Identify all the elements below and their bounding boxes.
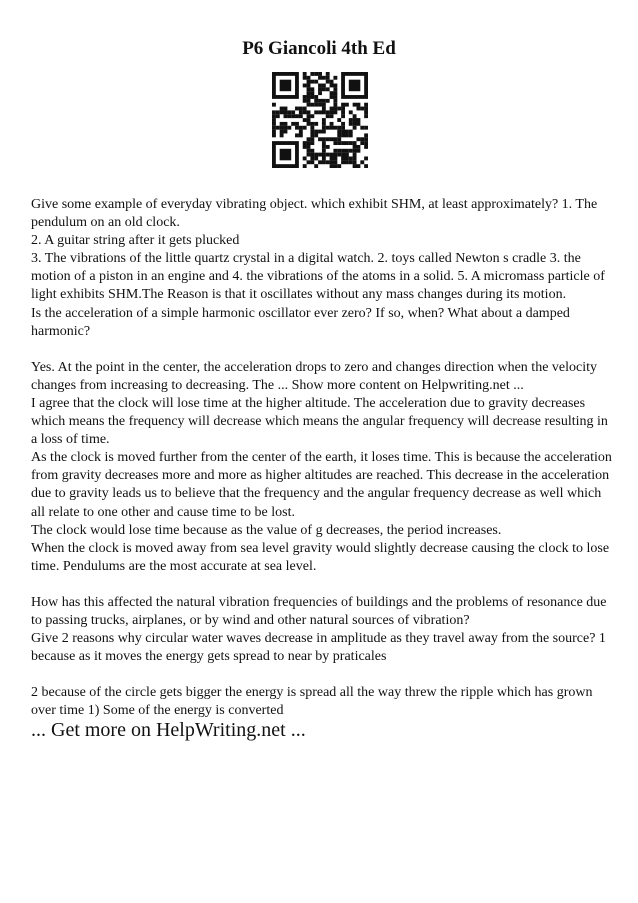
paragraph-gap	[31, 666, 617, 684]
paragraph: Give some example of everyday vibrating object. which exhibit SHM, at least approximately? 1. The pendulum on an old clock.	[31, 197, 598, 231]
paragraph: 3. The vibrations of the little quartz crystal in a digital watch. 2. toys called Newton s cradle 3. the motion of a piston in an engine and 4. the vibrations of the atoms in a solid. 5. A micromass particle of light exhibits SHM.The Reason is that it oscillates without any mass changes during its motion.	[31, 251, 605, 303]
paragraph: 2. A guitar string after it gets plucked	[31, 233, 240, 249]
paragraph: 2 because of the circle gets bigger the energy is spread all the way threw the ripple which has grown over time 1) Some of the energy is converted	[31, 685, 593, 719]
paragraph: Give 2 reasons why circular water waves decrease in amplitude as they travel away from the source? 1 because as it moves the energy gets spread to near by praticales	[31, 631, 606, 665]
qr-code[interactable]	[272, 72, 368, 168]
paragraph-gap	[31, 341, 617, 359]
paragraph: Yes. At the point in the center, the acceleration drops to zero and changes direction when the velocity changes from increasing to decreasing. The ... Show more content on Helpwriting.net ...	[31, 359, 598, 393]
paragraph: Is the acceleration of a simple harmonic oscillator ever zero? If so, when? What about a damped harmonic?	[31, 305, 570, 339]
page-title: P6 Giancoli 4th Ed	[242, 38, 396, 59]
paragraph-gap	[31, 576, 617, 594]
paragraph: As the clock is moved further from the center of the earth, it loses time. This is because the acceleration from gravity decreases more and more as higher altitudes are reached. This decrease in the acceleration due to gravity leads us to believe that the frequency and the angular frequency decrease as well which all relate to one other and cause time to be lost.	[31, 450, 612, 520]
paragraph: The clock would lose time because as the value of g decreases, the period increases.	[31, 522, 502, 538]
paragraph: How has this affected the natural vibration frequencies of buildings and the problems of resonance due to passing trucks, airplanes, or by wind and other natural sources of vibration?	[31, 594, 607, 628]
paragraph: I agree that the clock will lose time at the higher altitude. The acceleration due to gravity decreases which means the frequency will decrease which means the angular frequency will decrease resulting in a loss of time.	[31, 395, 608, 448]
document-body	[31, 196, 617, 720]
qr-code-graphic	[272, 72, 368, 168]
paragraph: When the clock is moved away from sea level gravity would slightly decrease causing the clock to lose time. Pendulums are the most accurate at sea level.	[31, 540, 610, 574]
get-more-link[interactable]: ... Get more on HelpWriting.net ...	[31, 719, 306, 741]
